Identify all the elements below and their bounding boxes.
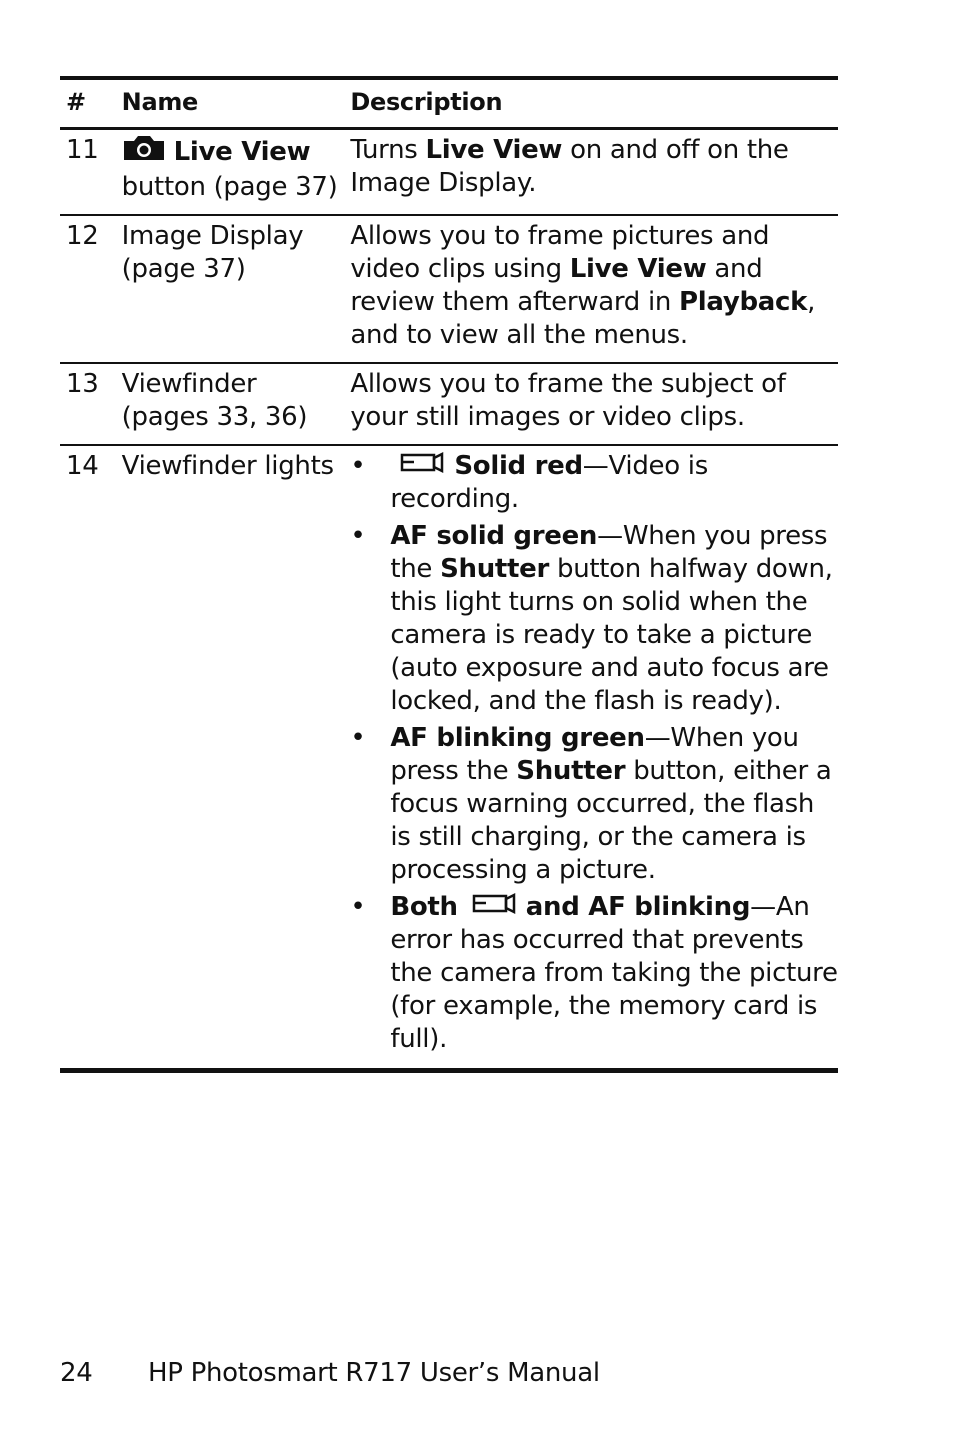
row-name-bold: Live View: [173, 137, 311, 167]
item-bold: AF blinking green: [390, 723, 645, 753]
header-description: Description: [350, 78, 838, 129]
bullet-icon: •: [350, 892, 366, 922]
row-name-rest: button (page 37): [121, 172, 338, 202]
bullet-icon: •: [350, 521, 366, 551]
desc-text: , and to view all the menus.: [350, 287, 816, 350]
table-row: [60, 129, 838, 216]
table-row: [60, 363, 838, 445]
row-number: 11: [60, 129, 122, 216]
bullet-icon: •: [350, 723, 366, 753]
desc-text: Turns: [350, 135, 426, 165]
item-text: button, either a focus warning occurred, the flash is still charging, or the camera is processing a picture.: [390, 756, 832, 885]
bullet-icon: •: [350, 451, 366, 481]
row-name: Viewfinder lights: [121, 451, 334, 481]
spec-table: [60, 76, 838, 1073]
list-item: [350, 450, 838, 516]
header-name: Name: [122, 78, 351, 129]
item-bold: Solid red: [454, 451, 583, 481]
item-bold: Shutter: [440, 554, 550, 584]
list-item: [350, 891, 838, 1056]
desc-text: Allows you to frame pictures and video clips using: [350, 221, 770, 284]
desc-text: on and off on the Image Display.: [350, 135, 789, 198]
table-row: [60, 445, 838, 1071]
page-footer: [60, 1356, 600, 1390]
manual-title: HP Photosmart R717 User’s Manual: [148, 1358, 600, 1388]
desc-text: and review them afterward in: [350, 254, 763, 317]
row-description: Allows you to frame the subject of your still images or video clips.: [350, 363, 838, 445]
desc-bold: Playback: [679, 287, 808, 317]
item-text: —An error has occurred that prevents the camera from taking the picture (for example, the memory card is full).: [390, 892, 838, 1054]
item-bold: Shutter: [516, 756, 626, 786]
item-bold: Both: [390, 892, 458, 922]
video-icon: [400, 450, 444, 483]
row-name: Image Display (page 37): [122, 215, 351, 363]
row-description: [350, 129, 838, 216]
item-text: —Video is recording.: [390, 451, 708, 514]
row-description: [350, 445, 838, 1071]
item-text: —When you press the: [390, 521, 828, 584]
lights-list: [350, 450, 838, 1056]
row-number: 13: [60, 363, 122, 445]
item-bold: AF solid green: [390, 521, 598, 551]
list-item: [350, 520, 838, 718]
desc-bold: Live View: [569, 254, 707, 284]
row-name: Viewfinder (pages 33, 36): [122, 363, 351, 445]
item-text: button halfway down, this light turns on solid when the camera is ready to take a picture (auto exposure and auto focus are locked, and the flash is ready).: [390, 554, 833, 716]
camera-icon: [122, 134, 166, 171]
row-number: 14: [66, 451, 99, 481]
row-description: [350, 215, 838, 363]
row-name: [122, 129, 351, 216]
table-row: [60, 215, 838, 363]
header-num: #: [60, 78, 122, 129]
item-text: —When you press the: [390, 723, 799, 786]
video-icon: [472, 891, 516, 924]
table-header-row: [60, 78, 838, 129]
page-number: 24: [60, 1358, 93, 1388]
desc-bold: Live View: [425, 135, 563, 165]
row-number: 12: [60, 215, 122, 363]
list-item: [350, 722, 838, 887]
item-bold: and AF blinking: [525, 892, 751, 922]
